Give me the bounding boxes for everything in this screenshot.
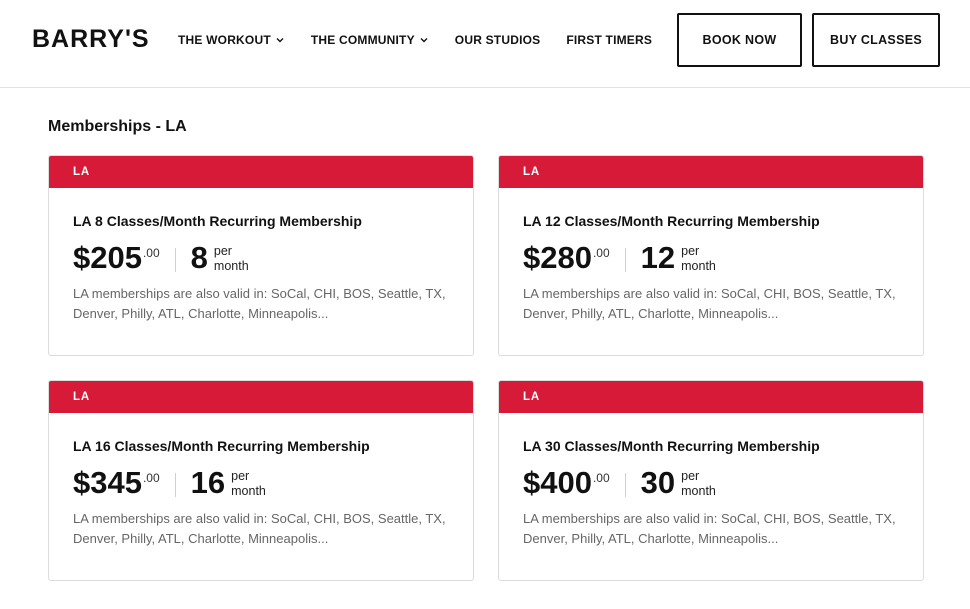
price-row xyxy=(73,240,249,280)
membership-card[interactable] xyxy=(48,380,474,581)
unit-month: month xyxy=(681,259,716,273)
price-divider xyxy=(175,473,176,497)
nav-first-timers[interactable] xyxy=(566,33,652,47)
page-title: Memberships - LA xyxy=(48,118,187,135)
card-description: LA memberships are also valid in: SoCal, CHI, BOS, Seattle, TX, Denver, Philly, ATL, Charlotte, Minneapolis... xyxy=(523,511,896,546)
card-title: LA 12 Classes/Month Recurring Membership xyxy=(523,213,820,229)
card-title: LA 30 Classes/Month Recurring Membership xyxy=(523,438,820,454)
class-count: 8 xyxy=(190,240,208,275)
price-amount: $400 xyxy=(523,465,592,500)
card-description: LA memberships are also valid in: SoCal, CHI, BOS, Seattle, TX, Denver, Philly, ATL, Charlotte, Minneapolis... xyxy=(73,286,446,321)
class-count-unit xyxy=(214,244,249,274)
class-count: 12 xyxy=(640,240,676,275)
unit-per: per xyxy=(213,244,232,258)
card-title: LA 16 Classes/Month Recurring Membership xyxy=(73,438,370,454)
barrys-logo[interactable]: BARRY'S xyxy=(32,25,150,53)
price-amount: $345 xyxy=(73,465,142,500)
price-divider xyxy=(625,473,626,497)
price-cents: .00 xyxy=(592,471,610,485)
nav-the-community[interactable] xyxy=(311,33,429,47)
price-cents: .00 xyxy=(142,471,160,485)
membership-card[interactable] xyxy=(48,155,474,356)
card-title: LA 8 Classes/Month Recurring Membership xyxy=(73,213,362,229)
nav-the-community-label: THE COMMUNITY xyxy=(310,33,415,47)
price-cents: .00 xyxy=(142,246,160,260)
price-amount: $280 xyxy=(523,240,592,275)
unit-month: month xyxy=(213,259,249,273)
price-cents: .00 xyxy=(592,246,610,260)
unit-month: month xyxy=(681,484,716,498)
nav-our-studios[interactable] xyxy=(455,33,541,47)
nav-our-studios-label: OUR STUDIOS xyxy=(454,33,541,47)
main-nav xyxy=(178,33,678,47)
price-divider xyxy=(625,248,626,272)
class-count-unit xyxy=(681,469,716,499)
nav-first-timers-label: FIRST TIMERS xyxy=(566,33,653,47)
price-row xyxy=(73,465,266,505)
card-location-tag: LA xyxy=(499,381,923,413)
chevron-down-icon xyxy=(419,35,429,45)
membership-card[interactable] xyxy=(498,155,924,356)
nav-the-workout-label: THE WORKOUT xyxy=(178,33,271,47)
membership-card[interactable] xyxy=(498,380,924,581)
class-count: 30 xyxy=(640,465,676,500)
class-count: 16 xyxy=(190,465,226,500)
nav-the-workout[interactable] xyxy=(178,33,285,47)
unit-per: per xyxy=(231,469,250,483)
unit-per: per xyxy=(681,469,700,483)
buy-classes-button[interactable]: BUY CLASSES xyxy=(812,13,940,67)
card-location-tag: LA xyxy=(49,381,473,413)
card-description: LA memberships are also valid in: SoCal, CHI, BOS, Seattle, TX, Denver, Philly, ATL, Charlotte, Minneapolis... xyxy=(73,511,446,546)
card-location-tag: LA xyxy=(499,156,923,188)
unit-per: per xyxy=(681,244,700,258)
class-count-unit xyxy=(681,244,716,274)
price-divider xyxy=(175,248,176,272)
card-location-tag: LA xyxy=(49,156,473,188)
unit-month: month xyxy=(231,484,266,498)
chevron-down-icon xyxy=(275,35,285,45)
card-description: LA memberships are also valid in: SoCal, CHI, BOS, Seattle, TX, Denver, Philly, ATL, Charlotte, Minneapolis... xyxy=(523,286,896,321)
site-header xyxy=(0,0,970,88)
class-count-unit xyxy=(231,469,266,499)
price-row xyxy=(523,240,716,280)
price-row xyxy=(523,465,716,505)
price-amount: $205 xyxy=(73,240,142,275)
book-now-button[interactable]: BOOK NOW xyxy=(677,13,802,67)
